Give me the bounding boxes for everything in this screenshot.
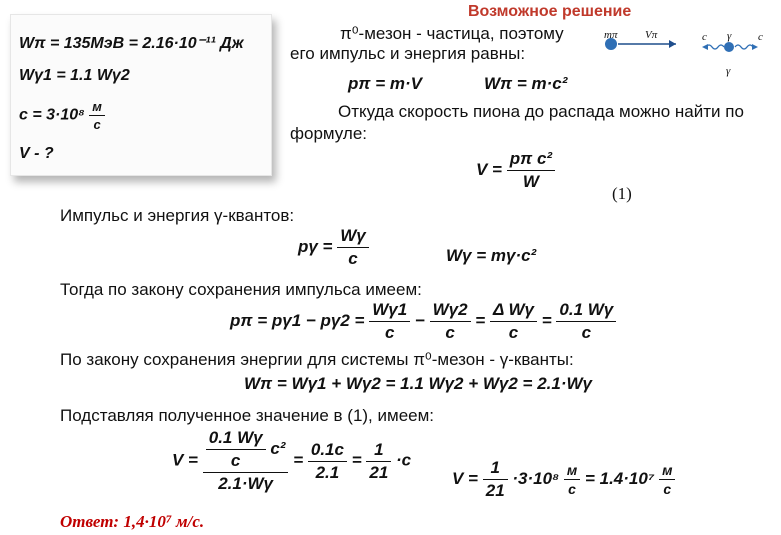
eq6-f2-den: 2.1 bbox=[315, 462, 340, 482]
eq3-fraction bbox=[337, 226, 369, 269]
eq6-inner-num: 0.1 Wγ bbox=[206, 428, 266, 450]
intro-line-2: его импульс и энергия равны: bbox=[290, 44, 526, 63]
eq6-equals-b: = bbox=[351, 450, 362, 470]
eq7-frac-1 bbox=[483, 458, 508, 501]
decay-diagram bbox=[598, 24, 779, 80]
photon-left-arrowhead bbox=[702, 44, 708, 50]
eq6-inner-fraction bbox=[206, 428, 266, 471]
text-momentum-conservation: Тогда по закону сохранения импульса имеем: bbox=[60, 280, 422, 299]
eq4-minus: − bbox=[414, 310, 425, 330]
eq4-f4-den: c bbox=[581, 323, 592, 342]
eq7-f1-den: 21 bbox=[485, 481, 505, 500]
eq-pion-momentum: pπ = m·V bbox=[348, 74, 422, 93]
given-gamma-ratio: Wγ1 = 1.1 Wγ2 bbox=[19, 67, 130, 84]
eq-energy-conservation: Wπ = Wγ1 + Wγ2 = 1.1 Wγ2 + Wγ2 = 2.1·Wγ bbox=[244, 374, 592, 393]
eq7-u2-num: м bbox=[659, 462, 675, 480]
diagram-m-label: mπ bbox=[604, 29, 618, 41]
eq2-lhs: V = bbox=[476, 159, 502, 179]
pion-velocity-arrowhead bbox=[669, 40, 676, 48]
given-c-value: c = 3·10⁸ bbox=[19, 106, 85, 124]
eq3-den: c bbox=[348, 249, 358, 268]
eq4-frac-2 bbox=[430, 300, 471, 343]
given-c-unit bbox=[89, 99, 105, 132]
eq6-compound-fraction bbox=[203, 428, 289, 494]
diagram-c-left: c bbox=[702, 31, 707, 43]
eq4-f1-num: Wγ1 bbox=[369, 300, 410, 322]
eq7-u2-den: c bbox=[663, 481, 672, 497]
eq4-lhs: pπ = pγ1 − pγ2 = bbox=[230, 310, 365, 330]
given-c-unit-den: c bbox=[93, 117, 101, 132]
text-gamma: Импульс и энергия γ-квантов: bbox=[60, 206, 295, 225]
eq4-f4-num: 0.1 Wγ bbox=[556, 300, 616, 322]
eq7-u-den: c bbox=[568, 481, 576, 497]
eq-numeric-result bbox=[452, 458, 675, 501]
diagram-gamma-bottom: γ bbox=[726, 65, 731, 77]
eq4-f1-den: c bbox=[384, 323, 395, 342]
eq2-den: W bbox=[522, 172, 539, 191]
eq3-num: Wγ bbox=[337, 226, 369, 248]
eq4-frac-1 bbox=[369, 300, 410, 343]
eq4-equals-1: = bbox=[475, 310, 486, 330]
eq3-lhs: pγ = bbox=[298, 236, 333, 256]
eq7-unit-1 bbox=[564, 462, 580, 497]
text-speed-line-1: Откуда скорость пиона до распада можно найти по bbox=[338, 102, 744, 121]
eq6-f3-den: 21 bbox=[369, 462, 389, 482]
eq6-frac-3 bbox=[366, 440, 391, 483]
solution-title: Возможное решение bbox=[468, 3, 632, 20]
eq2-num: pπ c² bbox=[507, 149, 555, 171]
intro-line-1: π⁰-мезон - частица, поэтому bbox=[340, 24, 564, 43]
diagram-c-right: c bbox=[758, 31, 763, 43]
text-substitute: Подставляя полученное значение в (1), имеем: bbox=[60, 406, 435, 425]
eq2-fraction bbox=[507, 149, 555, 192]
photon-left-wave bbox=[706, 45, 724, 49]
eq4-f3-den: c bbox=[508, 323, 519, 342]
decay-point bbox=[724, 42, 734, 52]
eq-speed-formula bbox=[476, 149, 555, 192]
eq4-frac-3 bbox=[490, 300, 537, 343]
eq-pion-energy: Wπ = m·c² bbox=[484, 74, 568, 93]
eq7-unit-2 bbox=[659, 462, 675, 497]
text-energy-conservation: По закону сохранения энергии для системы π⁰-мезон - γ-кванты: bbox=[60, 350, 574, 369]
eq6-f3-num: 1 bbox=[366, 440, 391, 462]
eq6-equals-a: = bbox=[293, 450, 304, 470]
eq4-f2-den: c bbox=[445, 323, 455, 342]
eq4-f2-num: Wγ2 bbox=[430, 300, 471, 322]
eq6-tail: ·c bbox=[396, 450, 412, 470]
final-answer: Ответ: 1,4·10⁷ м/с. bbox=[60, 512, 205, 531]
diagram-v-label: Vπ bbox=[645, 29, 658, 41]
eq-label-1: (1) bbox=[612, 184, 632, 203]
eq7-lhs: V = bbox=[452, 468, 478, 488]
photon-right-arrowhead bbox=[752, 44, 758, 50]
eq4-frac-4 bbox=[556, 300, 616, 343]
given-box bbox=[10, 14, 272, 176]
eq7-f1-num: 1 bbox=[483, 458, 508, 480]
eq-gamma-momentum bbox=[298, 226, 369, 269]
given-c-unit-num: м bbox=[89, 99, 105, 116]
text-speed-line-2: формуле: bbox=[290, 124, 367, 143]
eq-gamma-energy: Wγ = mγ·c² bbox=[446, 246, 537, 265]
eq6-frac-2 bbox=[308, 440, 347, 483]
eq6-compound-num bbox=[203, 428, 289, 473]
eq4-equals-2: = bbox=[541, 310, 552, 330]
given-unknown: V - ? bbox=[19, 145, 54, 162]
eq6-lhs: V = bbox=[172, 450, 198, 470]
eq6-f2-num: 0.1c bbox=[308, 440, 347, 462]
eq7-mid: ·3·10⁸ bbox=[512, 468, 560, 488]
eq6-c-squared: c² bbox=[270, 438, 286, 458]
eq6-inner-den: c bbox=[230, 451, 241, 470]
eq-momentum-conservation bbox=[230, 300, 616, 343]
eq7-equals-value: = 1.4·10⁷ bbox=[584, 468, 655, 488]
eq7-u-num: м bbox=[564, 462, 580, 480]
eq4-f3-num: Δ Wγ bbox=[490, 300, 537, 322]
eq-speed-result bbox=[172, 428, 411, 494]
photon-right-wave bbox=[735, 45, 753, 49]
given-speed-of-light bbox=[19, 99, 105, 132]
eq6-compound-den: 2.1·Wγ bbox=[218, 474, 273, 493]
diagram-gamma-top: γ bbox=[727, 30, 732, 42]
given-energy: Wπ = 135МэВ = 2.16·10⁻¹¹ Дж bbox=[19, 35, 244, 52]
